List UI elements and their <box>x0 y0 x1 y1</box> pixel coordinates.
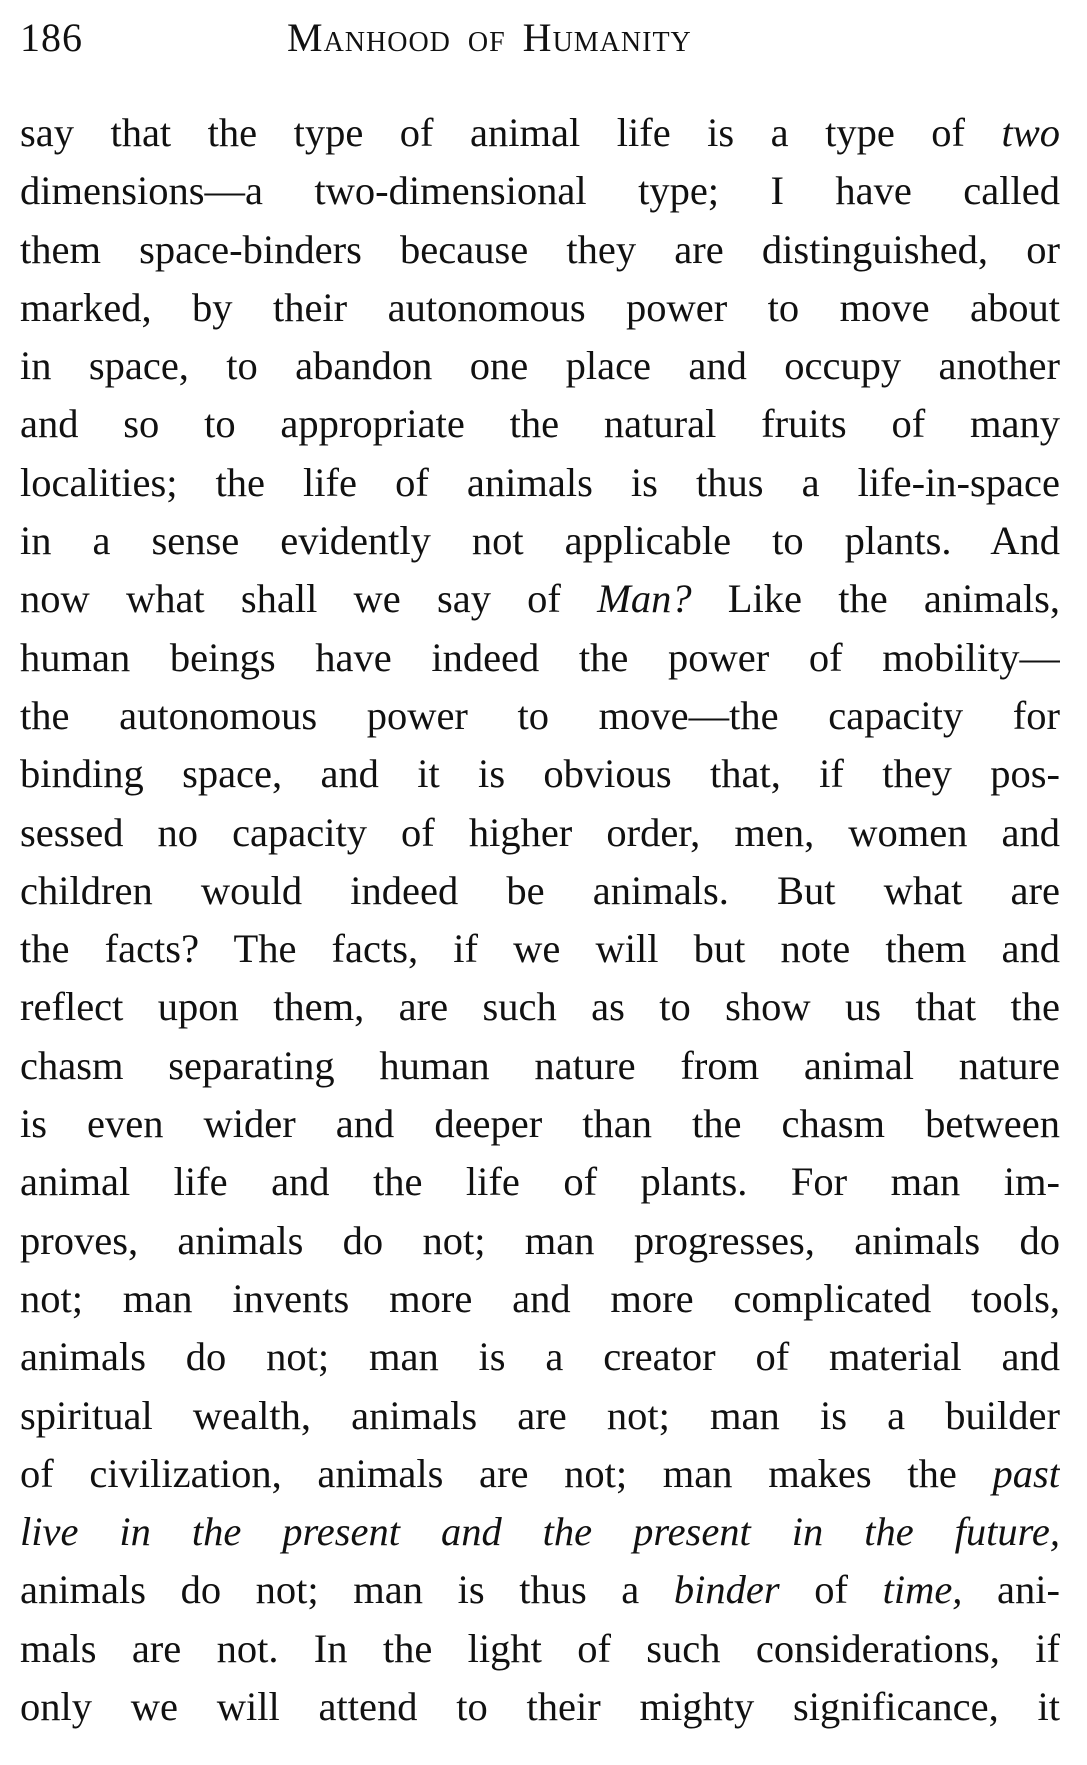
text-line <box>20 1037 1060 1095</box>
text-segment: dimensions—a two-dimensional type; I have called <box>20 168 1060 214</box>
text-segment: mals are not. In the light of such considerations, if <box>20 1625 1060 1671</box>
text-line <box>20 104 1060 162</box>
text-segment: localities; the life of animals is thus a life-in-space <box>20 459 1060 505</box>
text-line <box>20 1620 1060 1678</box>
text-line <box>20 221 1060 279</box>
text-segment: children would indeed be animals. But what are <box>20 867 1060 913</box>
text-segment: reflect upon them, are such as to show us that the <box>20 984 1060 1030</box>
italic-text: time, <box>882 1567 963 1613</box>
text-line <box>20 687 1060 745</box>
text-segment: in a sense evidently not applicable to plants. And <box>20 518 1060 564</box>
italic-text: past <box>992 1450 1060 1496</box>
text-segment: only we will attend to their mighty significance, it <box>20 1684 1060 1730</box>
text-line <box>20 920 1060 978</box>
text-line <box>20 1387 1060 1445</box>
text-segment: them space-binders because they are distinguished, or <box>20 226 1060 272</box>
book-page <box>20 0 1060 1736</box>
text-line <box>20 279 1060 337</box>
italic-text: live in the present and the present in the future, <box>20 1509 1060 1555</box>
text-line <box>20 745 1060 803</box>
text-line <box>20 629 1060 687</box>
text-line <box>20 1445 1060 1503</box>
text-line <box>20 162 1060 220</box>
text-line <box>20 862 1060 920</box>
running-title: Manhood of Humanity <box>287 15 692 60</box>
text-segment: and so to appropriate the natural fruits of many <box>20 401 1060 447</box>
text-line <box>20 804 1060 862</box>
text-line <box>20 570 1060 628</box>
text-segment: of civilization, animals are not; man makes the <box>20 1450 993 1496</box>
text-segment: animals do not; man is a creator of material and <box>20 1334 1060 1380</box>
text-segment: marked, by their autonomous power to move about <box>20 284 1060 330</box>
text-segment: animal life and the life of plants. For man im- <box>20 1159 1060 1205</box>
body-text <box>20 104 1060 1736</box>
italic-text: two <box>1001 110 1060 155</box>
text-line <box>20 1328 1060 1386</box>
text-segment: proves, animals do not; man progresses, animals do <box>20 1217 1060 1263</box>
italic-text: binder <box>673 1567 780 1613</box>
text-line <box>20 1212 1060 1270</box>
text-segment: chasm separating human nature from animal nature <box>20 1042 1060 1088</box>
text-segment: Like the animals, <box>691 576 1060 622</box>
text-segment: now what shall we say of <box>20 576 598 622</box>
text-segment: the autonomous power to move—the capacity for <box>20 692 1060 738</box>
text-segment: binding space, and it is obvious that, if they pos- <box>20 751 1060 797</box>
text-line <box>20 978 1060 1036</box>
text-segment: spiritual wealth, animals are not; man is a builder <box>20 1392 1060 1438</box>
text-line <box>20 1678 1060 1736</box>
text-line <box>20 1503 1060 1561</box>
text-segment: say that the type of animal life is a type of <box>20 110 1002 155</box>
italic-text: Man? <box>597 576 692 622</box>
running-head <box>20 0 1060 80</box>
page-number: 186 <box>20 15 83 60</box>
text-line <box>20 1095 1060 1153</box>
text-line <box>20 395 1060 453</box>
text-segment: human beings have indeed the power of mobility— <box>20 634 1060 680</box>
text-line <box>20 512 1060 570</box>
text-segment: not; man invents more and more complicated tools, <box>20 1275 1060 1321</box>
text-segment: animals do not; man is thus a <box>20 1567 674 1613</box>
text-line <box>20 1153 1060 1211</box>
text-segment: the facts? The facts, if we will but note them and <box>20 926 1060 972</box>
text-line <box>20 1561 1060 1619</box>
text-line <box>20 454 1060 512</box>
text-segment: is even wider and deeper than the chasm between <box>20 1101 1060 1147</box>
text-segment: in space, to abandon one place and occupy another <box>20 343 1060 389</box>
text-segment: sessed no capacity of higher order, men, women and <box>20 809 1060 855</box>
text-line <box>20 337 1060 395</box>
text-segment: of <box>779 1567 883 1613</box>
text-segment: ani- <box>962 1567 1060 1613</box>
text-line <box>20 1270 1060 1328</box>
